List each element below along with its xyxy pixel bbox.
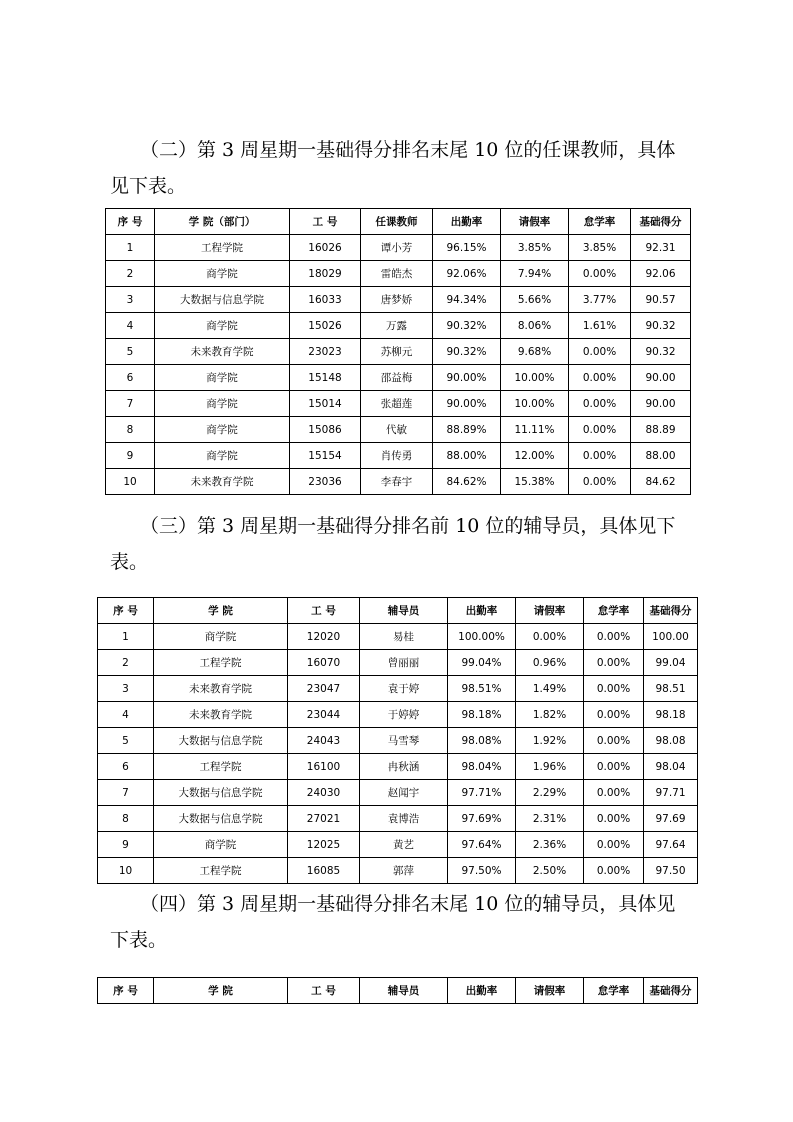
table-cell: 3.85% xyxy=(569,235,631,261)
table-cell: 84.62 xyxy=(631,469,691,495)
table-cell: 98.51% xyxy=(448,676,516,702)
table-cell: 0.00% xyxy=(569,469,631,495)
column-header: 序 号 xyxy=(98,978,154,1004)
column-header: 怠学率 xyxy=(569,209,631,235)
table-cell: 97.50% xyxy=(448,858,516,884)
column-header: 基础得分 xyxy=(644,978,698,1004)
column-header: 出勤率 xyxy=(448,598,516,624)
table-cell: 5 xyxy=(98,728,154,754)
table-header-row xyxy=(106,209,691,235)
table-cell: 5.66% xyxy=(501,287,569,313)
table-row xyxy=(106,417,691,443)
table-cell: 90.00 xyxy=(631,365,691,391)
table-cell: 92.06% xyxy=(433,261,501,287)
table-cell: 2 xyxy=(98,650,154,676)
table-cell: 0.00% xyxy=(584,754,644,780)
table-cell: 98.08 xyxy=(644,728,698,754)
table-cell: 0.00% xyxy=(584,832,644,858)
table-cell: 97.71 xyxy=(644,780,698,806)
table-cell: 大数据与信息学院 xyxy=(155,287,290,313)
table-cell: 0.00% xyxy=(569,391,631,417)
table-cell: 于婷婷 xyxy=(360,702,448,728)
table-cell: 0.00% xyxy=(584,650,644,676)
column-header: 辅导员 xyxy=(360,598,448,624)
table-cell: 0.00% xyxy=(569,261,631,287)
table-cell: 98.08% xyxy=(448,728,516,754)
table-cell: 97.69% xyxy=(448,806,516,832)
table-row xyxy=(98,754,698,780)
table-cell: 袁于婷 xyxy=(360,676,448,702)
table-cell: 99.04 xyxy=(644,650,698,676)
table-cell: 商学院 xyxy=(155,417,290,443)
table-cell: 万露 xyxy=(361,313,433,339)
table-cell: 未来教育学院 xyxy=(154,676,288,702)
table-cell: 7.94% xyxy=(501,261,569,287)
table-cell: 16070 xyxy=(288,650,360,676)
table-cell: 郭萍 xyxy=(360,858,448,884)
table-cell: 100.00% xyxy=(448,624,516,650)
table-cell: 未来教育学院 xyxy=(155,339,290,365)
table-cell: 8.06% xyxy=(501,313,569,339)
table-cell: 3 xyxy=(98,676,154,702)
table-cell: 1.96% xyxy=(516,754,584,780)
table-cell: 工程学院 xyxy=(155,235,290,261)
table-cell: 3.85% xyxy=(501,235,569,261)
table-cell: 16100 xyxy=(288,754,360,780)
table-cell: 96.15% xyxy=(433,235,501,261)
table-cell: 工程学院 xyxy=(154,754,288,780)
table-cell: 工程学院 xyxy=(154,858,288,884)
table-row xyxy=(98,832,698,858)
section3-heading: （三）第 3 周星期一基础得分排名前 10 位的辅导员，具体见下表。 xyxy=(110,515,676,573)
table-row xyxy=(106,235,691,261)
table-cell: 90.32% xyxy=(433,313,501,339)
table-cell: 92.06 xyxy=(631,261,691,287)
table-cell: 97.71% xyxy=(448,780,516,806)
table-cell: 雷皓杰 xyxy=(361,261,433,287)
counselor-top10-table xyxy=(97,597,698,884)
column-header: 基础得分 xyxy=(644,598,698,624)
table-cell: 冉秋涵 xyxy=(360,754,448,780)
table-cell: 94.34% xyxy=(433,287,501,313)
table-row xyxy=(106,339,691,365)
table-cell: 90.00% xyxy=(433,391,501,417)
table-cell: 商学院 xyxy=(155,365,290,391)
table-cell: 9.68% xyxy=(501,339,569,365)
table-cell: 袁博浩 xyxy=(360,806,448,832)
column-header: 出勤率 xyxy=(433,209,501,235)
table-cell: 10 xyxy=(98,858,154,884)
table-cell: 曾丽丽 xyxy=(360,650,448,676)
table-cell: 11.11% xyxy=(501,417,569,443)
table-cell: 肖传勇 xyxy=(361,443,433,469)
table-cell: 24030 xyxy=(288,780,360,806)
table-cell: 12020 xyxy=(288,624,360,650)
table-cell: 邵益梅 xyxy=(361,365,433,391)
table-row xyxy=(98,624,698,650)
table-cell: 97.50 xyxy=(644,858,698,884)
table-cell: 8 xyxy=(98,806,154,832)
column-header: 序 号 xyxy=(98,598,154,624)
column-header: 请假率 xyxy=(516,978,584,1004)
table-cell: 15148 xyxy=(290,365,361,391)
table-cell: 97.64% xyxy=(448,832,516,858)
table-row xyxy=(98,806,698,832)
column-header: 请假率 xyxy=(501,209,569,235)
table-cell: 16033 xyxy=(290,287,361,313)
table-cell: 88.89 xyxy=(631,417,691,443)
table-cell: 12.00% xyxy=(501,443,569,469)
table-cell: 工程学院 xyxy=(154,650,288,676)
table-cell: 88.89% xyxy=(433,417,501,443)
table-cell: 7 xyxy=(106,391,155,417)
table-cell: 99.04% xyxy=(448,650,516,676)
table-cell: 15.38% xyxy=(501,469,569,495)
table-cell: 98.18% xyxy=(448,702,516,728)
table-cell: 4 xyxy=(106,313,155,339)
column-header: 出勤率 xyxy=(448,978,516,1004)
table-cell: 1 xyxy=(106,235,155,261)
table-row xyxy=(98,676,698,702)
table-cell: 商学院 xyxy=(155,261,290,287)
table-cell: 0.00% xyxy=(569,339,631,365)
table-cell: 赵闻宇 xyxy=(360,780,448,806)
table-cell: 李春宇 xyxy=(361,469,433,495)
table-cell: 马雪琴 xyxy=(360,728,448,754)
table-cell: 9 xyxy=(98,832,154,858)
table-cell: 2.50% xyxy=(516,858,584,884)
table-cell: 90.00 xyxy=(631,391,691,417)
table-cell: 98.04% xyxy=(448,754,516,780)
table-cell: 0.00% xyxy=(584,624,644,650)
table-cell: 12025 xyxy=(288,832,360,858)
table-cell: 18029 xyxy=(290,261,361,287)
table-cell: 2.36% xyxy=(516,832,584,858)
column-header: 学 院 xyxy=(154,598,288,624)
table-cell: 1.82% xyxy=(516,702,584,728)
table-cell: 98.04 xyxy=(644,754,698,780)
table-cell: 90.57 xyxy=(631,287,691,313)
table-cell: 5 xyxy=(106,339,155,365)
table-cell: 1.92% xyxy=(516,728,584,754)
table-cell: 90.00% xyxy=(433,365,501,391)
teacher-bottom10-table xyxy=(105,208,691,495)
column-header: 怠学率 xyxy=(584,598,644,624)
table-cell: 谭小芳 xyxy=(361,235,433,261)
table-cell: 15086 xyxy=(290,417,361,443)
table-cell: 15026 xyxy=(290,313,361,339)
table-cell: 6 xyxy=(106,365,155,391)
table-cell: 未来教育学院 xyxy=(155,469,290,495)
table-cell: 90.32 xyxy=(631,339,691,365)
table-cell: 0.00% xyxy=(569,365,631,391)
table-cell: 16085 xyxy=(288,858,360,884)
table-cell: 张超莲 xyxy=(361,391,433,417)
table-cell: 0.00% xyxy=(569,443,631,469)
column-header: 序 号 xyxy=(106,209,155,235)
table-row xyxy=(106,261,691,287)
table-cell: 15014 xyxy=(290,391,361,417)
table-row xyxy=(106,287,691,313)
table-row xyxy=(106,443,691,469)
table-cell: 0.00% xyxy=(584,728,644,754)
table-cell: 0.00% xyxy=(584,780,644,806)
section4-heading: （四）第 3 周星期一基础得分排名末尾 10 位的辅导员，具体见下表。 xyxy=(110,893,676,951)
table-cell: 90.32% xyxy=(433,339,501,365)
table-cell: 0.00% xyxy=(584,806,644,832)
table-cell: 黄艺 xyxy=(360,832,448,858)
table-cell: 易桂 xyxy=(360,624,448,650)
table-header-row xyxy=(98,978,698,1004)
table-row xyxy=(98,780,698,806)
table-cell: 3.77% xyxy=(569,287,631,313)
table-cell: 0.00% xyxy=(584,676,644,702)
table-cell: 98.18 xyxy=(644,702,698,728)
table-cell: 23044 xyxy=(288,702,360,728)
table-cell: 3 xyxy=(106,287,155,313)
table-cell: 大数据与信息学院 xyxy=(154,780,288,806)
table-cell: 6 xyxy=(98,754,154,780)
table-row xyxy=(106,313,691,339)
column-header: 工 号 xyxy=(288,978,360,1004)
table-cell: 2 xyxy=(106,261,155,287)
table-row xyxy=(98,728,698,754)
table-cell: 7 xyxy=(98,780,154,806)
table-cell: 88.00 xyxy=(631,443,691,469)
table-cell: 97.69 xyxy=(644,806,698,832)
table-cell: 0.00% xyxy=(516,624,584,650)
counselor-bottom10-table xyxy=(97,977,698,1004)
column-header: 请假率 xyxy=(516,598,584,624)
table-row xyxy=(106,391,691,417)
table-cell: 24043 xyxy=(288,728,360,754)
table-cell: 97.64 xyxy=(644,832,698,858)
table-cell: 23036 xyxy=(290,469,361,495)
table-cell: 商学院 xyxy=(155,391,290,417)
table-cell: 1.61% xyxy=(569,313,631,339)
table-cell: 23023 xyxy=(290,339,361,365)
table-row xyxy=(106,469,691,495)
table-header-row xyxy=(98,598,698,624)
table-cell: 10.00% xyxy=(501,391,569,417)
table-cell: 90.32 xyxy=(631,313,691,339)
table-cell: 2.31% xyxy=(516,806,584,832)
table-cell: 27021 xyxy=(288,806,360,832)
column-header: 任课教师 xyxy=(361,209,433,235)
table-cell: 唐梦娇 xyxy=(361,287,433,313)
column-header: 辅导员 xyxy=(360,978,448,1004)
table-cell: 大数据与信息学院 xyxy=(154,806,288,832)
column-header: 工 号 xyxy=(290,209,361,235)
table-cell: 88.00% xyxy=(433,443,501,469)
table-cell: 商学院 xyxy=(154,624,288,650)
section2-heading: （二）第 3 周星期一基础得分排名末尾 10 位的任课教师，具体见下表。 xyxy=(110,139,676,197)
table-row xyxy=(98,650,698,676)
table-row xyxy=(106,365,691,391)
column-header: 工 号 xyxy=(288,598,360,624)
table-cell: 100.00 xyxy=(644,624,698,650)
table-cell: 苏柳元 xyxy=(361,339,433,365)
table-cell: 0.00% xyxy=(584,702,644,728)
table-cell: 98.51 xyxy=(644,676,698,702)
table-cell: 商学院 xyxy=(155,313,290,339)
table-cell: 15154 xyxy=(290,443,361,469)
table-cell: 9 xyxy=(106,443,155,469)
table-row xyxy=(98,858,698,884)
table-cell: 代敏 xyxy=(361,417,433,443)
table-cell: 商学院 xyxy=(154,832,288,858)
table-cell: 16026 xyxy=(290,235,361,261)
table-cell: 92.31 xyxy=(631,235,691,261)
table-cell: 0.00% xyxy=(584,858,644,884)
table-cell: 1.49% xyxy=(516,676,584,702)
table-cell: 未来教育学院 xyxy=(154,702,288,728)
table-cell: 商学院 xyxy=(155,443,290,469)
table-cell: 0.00% xyxy=(569,417,631,443)
table-cell: 大数据与信息学院 xyxy=(154,728,288,754)
table-cell: 8 xyxy=(106,417,155,443)
table-cell: 4 xyxy=(98,702,154,728)
table-cell: 2.29% xyxy=(516,780,584,806)
table-cell: 10 xyxy=(106,469,155,495)
column-header: 学 院（部门） xyxy=(155,209,290,235)
column-header: 学 院 xyxy=(154,978,288,1004)
table-row xyxy=(98,702,698,728)
table-cell: 1 xyxy=(98,624,154,650)
table-cell: 10.00% xyxy=(501,365,569,391)
table-cell: 23047 xyxy=(288,676,360,702)
column-header: 怠学率 xyxy=(584,978,644,1004)
column-header: 基础得分 xyxy=(631,209,691,235)
table-cell: 84.62% xyxy=(433,469,501,495)
table-cell: 0.96% xyxy=(516,650,584,676)
